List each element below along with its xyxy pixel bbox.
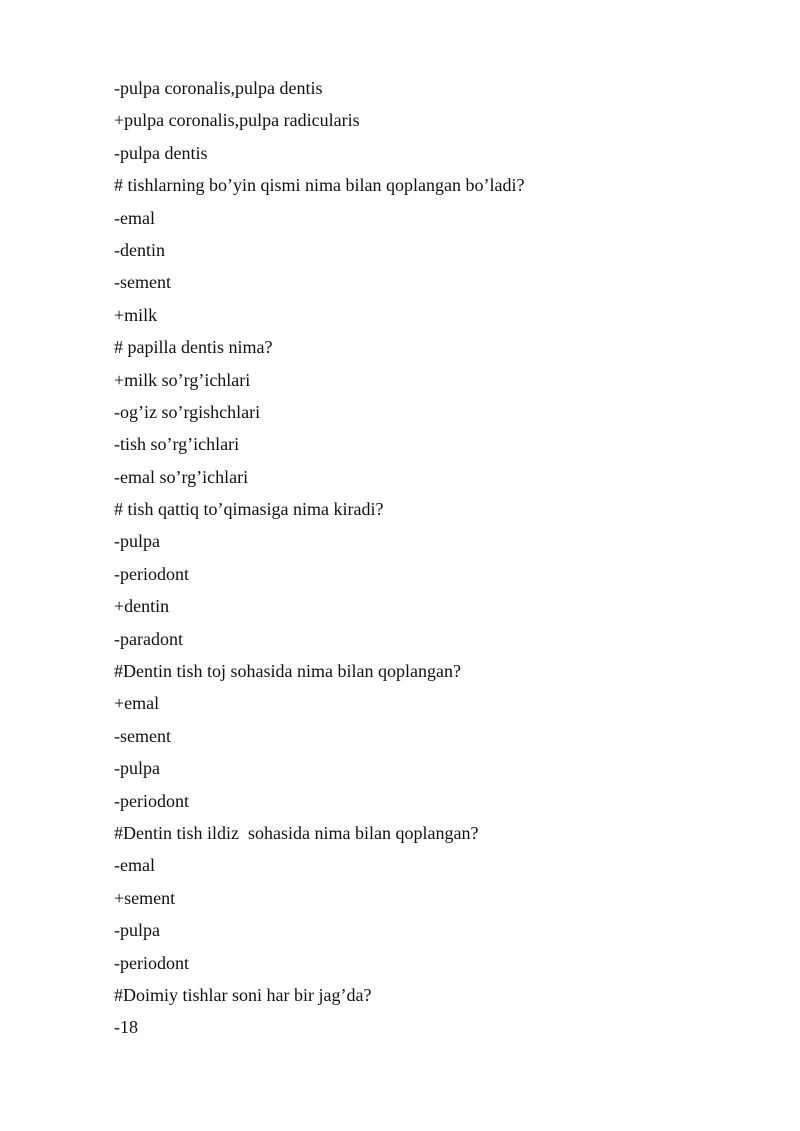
answer-option-correct: +milk so’rg’ichlari	[114, 369, 251, 390]
answer-option: -periodont	[114, 790, 189, 811]
answer-option: -paradont	[114, 628, 183, 649]
answer-option: -pulpa coronalis,pulpa dentis	[114, 78, 323, 98]
answer-option: -pulpa	[114, 920, 160, 941]
question-text: # papilla dentis nima?	[114, 337, 273, 358]
answer-option: -pulpa	[114, 531, 160, 552]
question-text: #Dentin tish ildiz sohasida nima bilan qoplangan?	[114, 822, 479, 843]
answer-option-correct: +dentin	[114, 596, 170, 617]
answer-option: -pulpa	[114, 758, 160, 779]
question-text: # tishlarning bo’yin qismi nima bilan qoplangan bo’ladi?	[114, 175, 525, 196]
document-text-body	[114, 76, 774, 1048]
answer-option: -og’iz so’rgishchlari	[114, 401, 261, 422]
answer-option: -dentin	[114, 239, 165, 260]
answer-option: -emal so’rg’ichlari	[114, 466, 249, 487]
answer-option-correct: +milk	[114, 304, 158, 325]
answer-option: -tish so’rg’ichlari	[114, 434, 240, 455]
answer-option: -periodont	[114, 563, 189, 584]
question-text: #Dentin tish toj sohasida nima bilan qoplangan?	[114, 661, 461, 682]
answer-option: -emal	[114, 207, 155, 228]
answer-option: -sement	[114, 272, 171, 293]
answer-option-correct: +emal	[114, 693, 160, 714]
answer-option: -18	[114, 1017, 138, 1038]
answer-option-correct: +pulpa coronalis,pulpa radicularis	[114, 110, 360, 131]
answer-option: -periodont	[114, 952, 189, 973]
answer-option-correct: +sement	[114, 887, 176, 908]
answer-option: -sement	[114, 725, 171, 746]
answer-option: -pulpa dentis	[114, 142, 208, 163]
question-text: # tish qattiq to’qimasiga nima kiradi?	[114, 499, 384, 520]
answer-option: -emal	[114, 855, 155, 876]
question-text: #Doimiy tishlar soni har bir jag’da?	[114, 984, 372, 1005]
